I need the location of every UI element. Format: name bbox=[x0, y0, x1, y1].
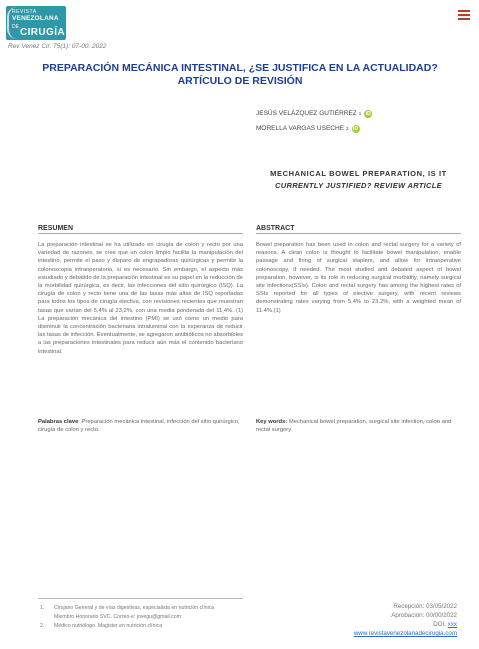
logo-line1: REVISTA bbox=[12, 9, 37, 15]
key-words bbox=[256, 418, 461, 434]
key-words-label: Key words: bbox=[256, 419, 288, 425]
abstract-divider bbox=[256, 233, 461, 234]
resumen-heading: RESUMEN bbox=[38, 225, 74, 232]
author-name: JESÚS VELÁZQUEZ GUTIÉRREZ bbox=[256, 110, 357, 117]
author-name: MORELLA VARGAS USECHE bbox=[256, 125, 345, 132]
footnote bbox=[40, 613, 214, 622]
doi-label: DOI: bbox=[433, 621, 446, 628]
journal-logo bbox=[6, 6, 66, 40]
footnote bbox=[40, 604, 214, 613]
orcid-icon[interactable]: iD bbox=[365, 110, 371, 117]
author-1 bbox=[256, 106, 372, 121]
doi-line bbox=[354, 620, 457, 629]
journal-website-link[interactable]: www.revistavenezolanadecirugia.com bbox=[353, 630, 457, 637]
key-words-text: Mechanical bowel preparation, surgical site infection, colon and rectal surgery. bbox=[256, 419, 452, 434]
palabras-clave-text: : Preparación mecánica intestinal, infección del sitio quirúrgico, cirugía de colon y recto. bbox=[38, 419, 240, 434]
footnote-number: 1. bbox=[40, 605, 45, 611]
author-affiliation-sup: 1 bbox=[358, 111, 362, 116]
orcid-icon[interactable]: iD bbox=[353, 125, 359, 132]
footnote-number: 2. bbox=[40, 623, 45, 629]
abstract-text: Bowel preparation has been used in colon and rectal surgery for a variety of reasons. A clean colon is thought to facilitate bowel manipulation, enable passage and firing of surgical staplers, and allow for intraoperative colonoscopy, if needed. The most studied and debated aspect of bowel preparation, however, is its role in reducing surgical morbidity, namely surgical site infections(SSIs). Colon and rectal surgery has among the highest rates of SSIs reported for all types of elective surgery, with recent reviews demonstrating rates varying from 5.4% to 23.2%, with a weighted mean of 11.4%.(1) bbox=[256, 242, 461, 314]
resumen-text: La preparación intestinal se ha utilizado en cirugía de colon y recto por una variedad de razones, se cree que un colon limpio facilita la manipulación del intestino, permite el paso y disparo de engrapadoras quirúrgicas y permite la colonoscopia intraoperatoria, si es necesario. Sin embargo, el aspecto más estudiado y debatido de la preparación intestinal es su papel en la reducción de la morbilidad quirúrgica, es decir, las infecciones del sitio quirúrgico (ISQ). La cirugía de colon y recto tiene una de las tasas más altas de ISQ reportadas para todos los tipos de cirugía electiva, con revisiones recientes que muestran tasas que varían del 5,4% al 23,2%, con una media ponderada del 11,4%. (1) La preparación mecánica del intestino (PMI) se usó como un medio para disminuir la concentración bacteriana intraluminal con la esperanza de reducir las tasas de infección. Eventualmente, se agregaron antibióticos no absorbibles a las preparaciones intestinales para reducir aún más el contenido bacteriano intestinal. bbox=[38, 242, 243, 355]
publication-dates bbox=[354, 602, 457, 638]
article-title-line1: PREPARACIÓN MECÁNICA INTESTINAL, ¿SE JUSTIFICA EN LA ACTUALIDAD? bbox=[42, 62, 438, 74]
approval-date: Aprobación: 00/00/2022 bbox=[391, 612, 457, 619]
footnote-text: Miembro Honorario SVC. Correo-e: jovegu@gmail.com bbox=[54, 614, 181, 620]
doi-link[interactable]: xxx bbox=[447, 621, 457, 628]
footnote-divider bbox=[38, 598, 243, 599]
abstract-heading: ABSTRACT bbox=[256, 225, 295, 232]
article-title-line2: ARTÍCULO DE REVISIÓN bbox=[177, 75, 303, 87]
logo-line3: DE bbox=[12, 24, 19, 30]
citation: Rev Venez Cir. 75(1): 07-00. 2022 bbox=[8, 43, 107, 50]
footnote bbox=[40, 622, 214, 631]
footnotes bbox=[40, 604, 214, 631]
logo-line2: VENEZOLANA bbox=[12, 15, 59, 22]
palabras-clave bbox=[38, 418, 243, 434]
footnote-text: Médico nutriólogo. Magister en nutrición clínica bbox=[54, 623, 163, 629]
reception-date: Recepción: 03/05/2022 bbox=[393, 603, 457, 610]
english-title-line2: CURRENTLY JUSTIFIED? REVIEW ARTICLE bbox=[275, 181, 442, 190]
author-2 bbox=[256, 121, 372, 136]
author-affiliation-sup: 2 bbox=[346, 126, 349, 131]
menu-icon[interactable] bbox=[458, 10, 470, 20]
authors bbox=[256, 106, 372, 136]
palabras-clave-label: Palabras clave bbox=[38, 419, 79, 425]
logo-line4: CIRUGÍA bbox=[20, 27, 66, 38]
footnote-text: Cirujano General y de vías digestivas, especialista en nutrición clínica bbox=[54, 605, 215, 611]
english-title-line1: MECHANICAL BOWEL PREPARATION, IS IT bbox=[270, 169, 447, 178]
footnote-number bbox=[40, 613, 54, 622]
resumen-divider bbox=[38, 233, 243, 234]
